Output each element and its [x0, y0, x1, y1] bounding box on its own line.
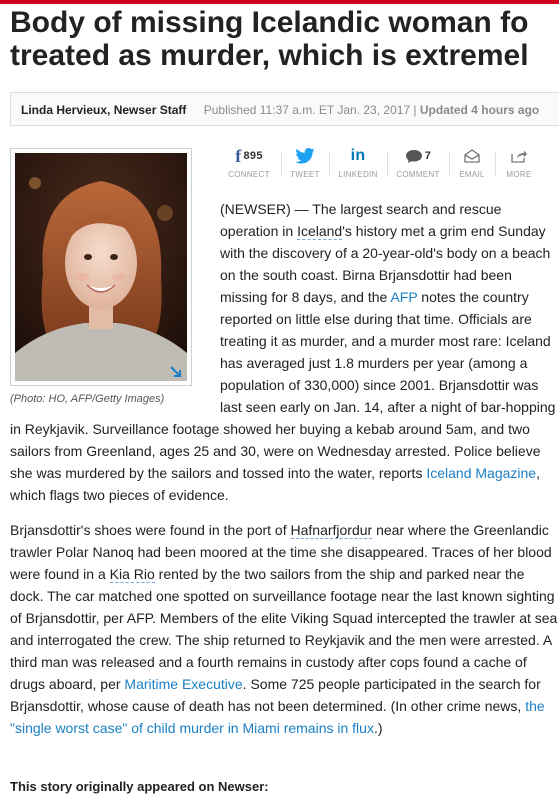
headline-line-2: treated as murder, which is extremel [10, 39, 529, 72]
share-twitter-label: TWEET [290, 170, 320, 179]
link-iceland-magazine[interactable]: Iceland Magazine [426, 465, 537, 481]
facebook-count: 895 [243, 150, 263, 162]
photo-caption: (Photo: HO, AFP/Getty Images) [10, 393, 165, 405]
share-linkedin[interactable] [330, 146, 386, 182]
share-comment[interactable] [388, 146, 448, 182]
link-kia-rio[interactable]: Kia Rio [109, 566, 155, 582]
photo-float-spacer [10, 198, 220, 418]
byline-updated: Updated 4 hours ago [419, 103, 540, 117]
share-more-label: MORE [506, 170, 532, 179]
share-email-label: EMAIL [459, 170, 485, 179]
link-maritime-executive[interactable]: Maritime Executive [124, 676, 243, 692]
share-bar [218, 146, 559, 182]
link-iceland[interactable]: Iceland [297, 223, 343, 239]
comment-count: 7 [424, 150, 432, 162]
email-icon [464, 149, 480, 163]
share-linkedin-label: LINKEDIN [338, 170, 378, 179]
share-facebook-label: CONNECT [228, 170, 270, 179]
headline [10, 6, 559, 72]
share-facebook[interactable] [218, 146, 280, 182]
headline-line-1: Body of missing Icelandic woman fo [10, 6, 529, 39]
share-email[interactable] [450, 146, 494, 182]
top-accent-bar [0, 0, 559, 4]
article-paragraph-2: Brjansdottir's shoes were found in the port of Hafnarfjordur near where the Greenlandic trawler Polar Nanoq had been moored at the time she disappeared. Traces of her blood were found in a Kia Rio rented by the two sailors from the ship and parked near the dock. The car matched one spotted on surveillance footage near the last known sighting of Brjansdottir, per AFP. Members of the elite Viking Squad intercepted the trawler at sea and interrogated the crew. The ship returned to Reykjavik and the men were arrested. A third man was released and a fourth remains in custody after cops found a cache of drugs aboard, per Maritime Executive. Some 725 people participated in the search for Brjansdottir, whose cause of death has not been determined. (In other crime news, the "single worst case" of child murder in Miami remains in flux.) [10, 522, 558, 736]
share-comment-label: COMMENT [396, 170, 440, 179]
share-more-icon [511, 149, 527, 163]
linkedin-icon: in [350, 147, 366, 164]
comment-icon [405, 149, 423, 164]
link-afp[interactable]: AFP [390, 289, 418, 305]
story-origin-note: This story originally appeared on Newser: [10, 779, 269, 794]
link-miami-child-murder[interactable]: the "single worst case" of child murder in Miami remains in flux [10, 698, 545, 736]
share-more[interactable] [496, 146, 542, 182]
byline-author[interactable]: Linda Hervieux, Newser Staff [21, 103, 187, 117]
link-hafnarfjordur[interactable]: Hafnarfjordur [290, 522, 373, 538]
facebook-icon: f [235, 145, 242, 166]
article-body [10, 198, 559, 752]
byline [10, 92, 559, 126]
byline-published: Published 11:37 a.m. ET Jan. 23, 2017 | [203, 103, 417, 117]
article-paragraph-1: (NEWSER) — The largest search and rescue operation in Iceland's history met a grim end Sunday with the discovery of a 20-year-old's body on a beach on the south coast. Birna Brjansdottir had been missing for 8 days, and the AFP notes the country reported on little else during that time. Officials are treating it as murder, and a murder most rare: Iceland has averaged just 1.8 murders per year (among a population of 330,000) since 2001. Brjansdottir was last seen early on Jan. 14, after a night of bar-hopping in Reykjavik. Surveillance footage showed her buying a kebab around 5am, and two sailors from Greenland, ages 25 and 30, were on Wednesday arrested. Police believe she was murdered by the sailors and tossed into the water, reports Iceland Magazine, which flags two pieces of evidence. [10, 201, 556, 503]
twitter-icon [295, 148, 315, 164]
share-twitter[interactable] [282, 146, 328, 182]
